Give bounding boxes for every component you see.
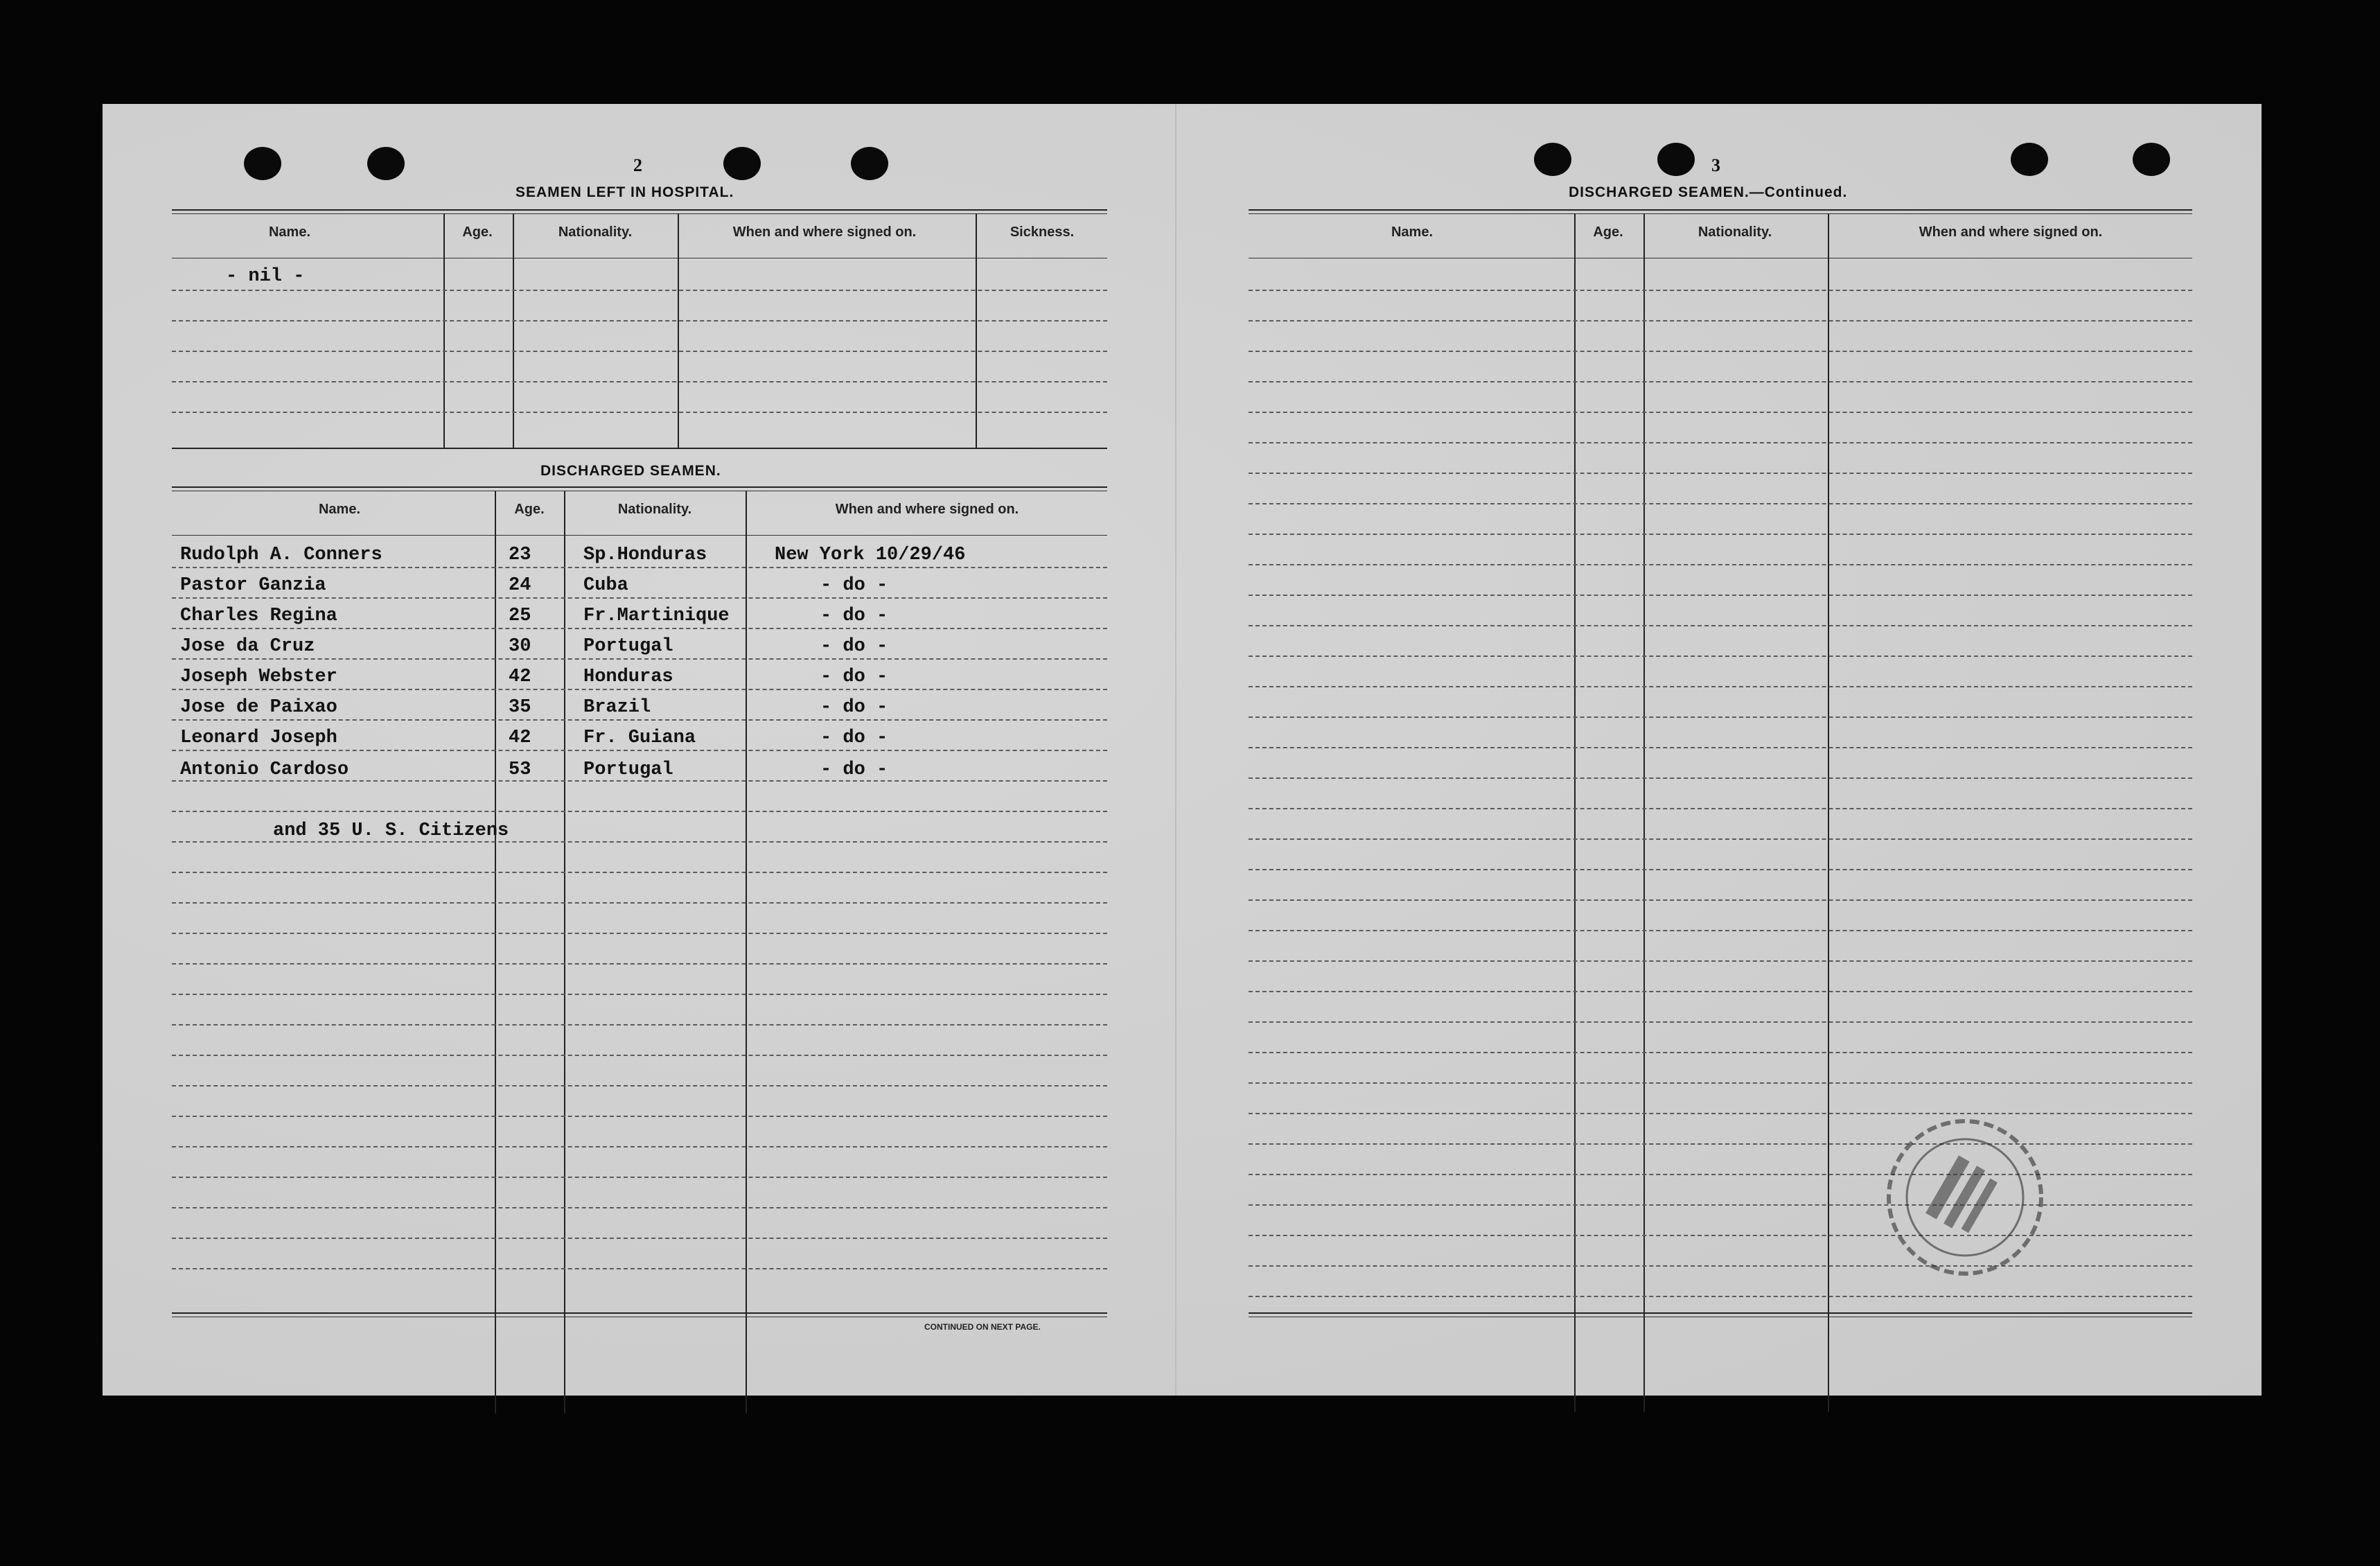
header-name: Name. [318, 502, 361, 517]
rule [1249, 1312, 2192, 1314]
ruled-line [172, 1238, 1107, 1239]
seaman-signed-on: - do - [820, 667, 888, 687]
ruled-line [1249, 1113, 2192, 1114]
rule [172, 209, 1107, 211]
rule [172, 535, 1107, 536]
ruled-line [172, 872, 1107, 873]
ruled-line [172, 841, 1107, 843]
punch-hole [367, 147, 405, 180]
ruled-line [172, 1268, 1107, 1269]
header-name: Name. [1391, 225, 1434, 240]
ruled-line [172, 1177, 1107, 1178]
ruled-line [1249, 1052, 2192, 1053]
ruled-line [172, 381, 1107, 382]
punch-hole [723, 147, 761, 180]
header-nationality: Nationality. [1698, 225, 1772, 240]
header-signed-on: When and where signed on. [1919, 225, 2103, 240]
column-divider [1643, 213, 1645, 1412]
seaman-age: 42 [509, 728, 531, 748]
punch-hole [851, 147, 888, 180]
rule [172, 486, 1107, 488]
ruled-line [172, 597, 1107, 599]
header-nationality: Nationality. [558, 225, 633, 240]
seaman-age: 30 [509, 636, 531, 657]
ruled-line [1249, 595, 2192, 596]
ruled-line [172, 412, 1107, 413]
ruled-line [1249, 1265, 2192, 1267]
rule [1249, 213, 2192, 214]
seaman-name: Pastor Ganzia [180, 575, 326, 596]
ruled-line [1249, 747, 2192, 748]
ruled-line [172, 933, 1107, 934]
punch-hole [244, 147, 281, 180]
citizens-note: and 35 U. S. Citizens [273, 820, 509, 841]
seaman-signed-on: - do - [820, 759, 888, 780]
ruled-line [1249, 320, 2192, 322]
ruled-line [172, 1116, 1107, 1117]
seaman-nationality: Fr. Guiana [583, 728, 696, 748]
rule [172, 1312, 1107, 1314]
ruled-line [1249, 625, 2192, 626]
header-age: Age. [514, 502, 545, 517]
seaman-age: 24 [509, 575, 531, 596]
ruled-line [1249, 473, 2192, 474]
punch-hole [1657, 143, 1695, 176]
ruled-line [1249, 381, 2192, 382]
seaman-signed-on: - do - [820, 636, 888, 657]
document-sheet [103, 104, 2262, 1396]
seaman-signed-on: New York 10/29/46 [775, 545, 966, 565]
rule [172, 213, 1107, 214]
ruled-line [1249, 869, 2192, 870]
ruled-line [172, 750, 1107, 751]
discharged-continued-title: DISCHARGED SEAMEN.—Continued. [1569, 184, 1848, 200]
ruled-line [1249, 777, 2192, 779]
ruled-line [172, 1085, 1107, 1086]
rule [1249, 209, 2192, 211]
ruled-line [1249, 412, 2192, 413]
ruled-line [172, 1024, 1107, 1026]
ruled-line [1249, 808, 2192, 809]
hospital-section-title: SEAMEN LEFT IN HOSPITAL. [515, 184, 734, 200]
ruled-line [1249, 1296, 2192, 1297]
ruled-line [1249, 991, 2192, 992]
column-divider [1828, 213, 1829, 1412]
header-age: Age. [1593, 225, 1623, 240]
seaman-nationality: Portugal [583, 759, 673, 780]
header-sickness: Sickness. [1010, 225, 1075, 240]
ruled-line [172, 320, 1107, 322]
ruled-line [172, 628, 1107, 629]
ruled-line [1249, 1021, 2192, 1023]
postmark-stamp [1882, 1114, 2048, 1281]
ruled-line [1249, 1174, 2192, 1175]
seaman-signed-on: - do - [820, 697, 888, 718]
seaman-name: Jose de Paixao [180, 697, 337, 718]
ruled-line [1249, 534, 2192, 535]
ruled-line [1249, 564, 2192, 565]
ruled-line [1249, 503, 2192, 504]
ruled-line [1249, 1143, 2192, 1145]
ruled-line [172, 351, 1107, 352]
ruled-line [1249, 1082, 2192, 1084]
header-signed-on: When and where signed on. [835, 502, 1019, 517]
seaman-name: Leonard Joseph [180, 728, 337, 748]
seaman-signed-on: - do - [820, 606, 888, 626]
ruled-line [172, 811, 1107, 812]
ruled-line [172, 1055, 1107, 1056]
header-signed-on: When and where signed on. [732, 225, 917, 240]
seaman-nationality: Cuba [583, 575, 628, 596]
page-fold [1175, 104, 1176, 1396]
ruled-line [172, 290, 1107, 291]
seaman-age: 42 [509, 667, 531, 687]
ruled-line [1249, 686, 2192, 687]
seaman-age: 35 [509, 697, 531, 718]
seaman-signed-on: - do - [820, 575, 888, 596]
ruled-line [172, 689, 1107, 690]
ruled-line [172, 719, 1107, 721]
ruled-line [172, 1207, 1107, 1208]
ruled-line [1249, 716, 2192, 718]
header-name: Name. [268, 225, 311, 240]
rule [172, 448, 1107, 449]
seaman-nationality: Sp.Honduras [583, 545, 707, 565]
page-number: 2 [633, 155, 642, 175]
ruled-line [172, 567, 1107, 568]
hospital-entry: - nil - [226, 266, 305, 287]
ruled-line [1249, 351, 2192, 352]
ruled-line [1249, 930, 2192, 931]
seaman-nationality: Fr.Martinique [583, 606, 730, 626]
page-number: 3 [1711, 155, 1720, 175]
ruled-line [172, 780, 1107, 782]
ruled-line [1249, 442, 2192, 443]
continued-note: CONTINUED ON NEXT PAGE. [924, 1322, 1041, 1332]
seaman-name: Antonio Cardoso [180, 759, 349, 780]
ruled-line [172, 658, 1107, 660]
column-divider [1574, 213, 1576, 1412]
punch-hole [1534, 143, 1571, 176]
seaman-name: Charles Regina [180, 606, 337, 626]
punch-hole [2011, 143, 2048, 176]
seaman-nationality: Portugal [583, 636, 673, 657]
ruled-line [172, 902, 1107, 904]
seaman-nationality: Brazil [583, 697, 651, 718]
ruled-line [172, 1146, 1107, 1147]
seaman-name: Jose da Cruz [180, 636, 315, 657]
seaman-age: 53 [509, 759, 531, 780]
ruled-line [172, 994, 1107, 995]
seaman-age: 25 [509, 606, 531, 626]
seaman-name: Rudolph A. Conners [180, 545, 382, 565]
seaman-name: Joseph Webster [180, 667, 337, 687]
ruled-line [1249, 838, 2192, 840]
seaman-nationality: Honduras [583, 667, 673, 687]
ruled-line [1249, 656, 2192, 657]
ruled-line [1249, 960, 2192, 962]
ruled-line [1249, 1235, 2192, 1236]
header-age: Age. [462, 225, 493, 240]
ruled-line [1249, 899, 2192, 901]
punch-hole [2133, 143, 2170, 176]
ruled-line [1249, 1204, 2192, 1206]
ruled-line [172, 963, 1107, 965]
ruled-line [1249, 290, 2192, 291]
seaman-age: 23 [509, 545, 531, 565]
seaman-signed-on: - do - [820, 728, 888, 748]
discharged-section-title: DISCHARGED SEAMEN. [540, 463, 721, 479]
header-nationality: Nationality. [617, 502, 692, 517]
